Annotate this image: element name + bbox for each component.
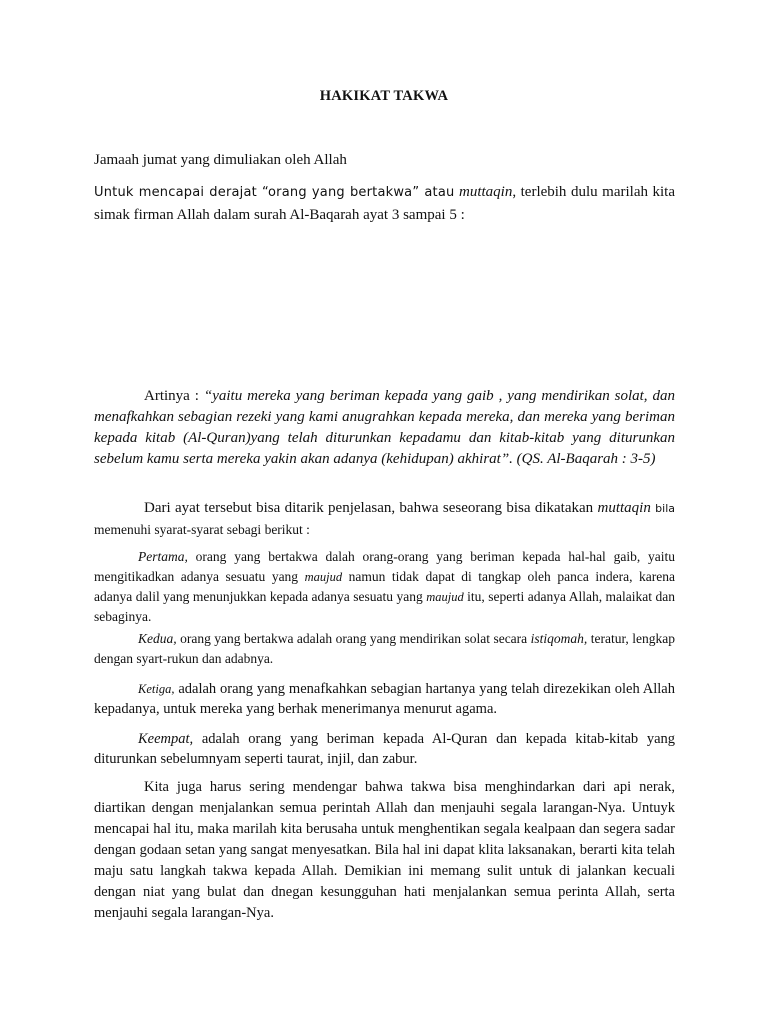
point-first-label: Pertama, (138, 549, 188, 564)
point-first-text-a: orang yang bertakwa dalah orang-orang yang beriman kepada hal-hal gaib, yaitu mengitikadkan adanya sesuatu yang (94, 549, 675, 584)
point-first-text-b: namun tidak dapat di tangkap oleh panca indera, karena adanya dalil yang menunjukkan kepada adanya sesuatu yang (94, 569, 675, 604)
intro-text-start: Untuk mencapai derajat “orang yang bertakwa” atau (94, 185, 455, 200)
explanation-paragraph (94, 497, 675, 541)
translation-paragraph (94, 386, 675, 470)
document-title: HAKIKAT TAKWA (319, 88, 449, 104)
point-first-text-c: itu, seperti adanya Allah, malaikat dan sebaginya. (94, 589, 675, 624)
point-fourth-text: adalah orang yang beriman kepada Al-Quran dan kepada kitab-kitab yang diturunkan sebelumnyam seperti taurat, injil, dan zabur. (94, 731, 675, 767)
explanation-term: muttaqin (597, 500, 651, 516)
point-fourth-label: Keempat, (138, 731, 194, 747)
point-fourth-paragraph (94, 729, 675, 769)
point-first-term-a: maujud (304, 570, 343, 584)
translation-label: Artinya : (144, 388, 204, 404)
point-second-paragraph (94, 629, 675, 669)
point-second-term: istiqomah, (530, 631, 588, 646)
point-first-term-b: maujud (426, 590, 464, 604)
point-second-text-b: teratur, lengkap dengan syart-rukun dan adabnya. (94, 631, 676, 666)
point-third-paragraph (94, 679, 675, 719)
explanation-text-start: Dari ayat tersebut bisa ditarik penjelasan, bahwa seseorang bisa dikatakan (144, 500, 594, 516)
point-third-text: adalah orang yang menafkahkan sebagian hartanya yang telah direzekikan oleh Allah kepadanya, untuk mereka yang berhak menerimanya menurut agama. (94, 681, 675, 717)
greeting-paragraph: Jamaah jumat yang dimuliakan oleh Allah (94, 152, 347, 168)
intro-text-end: , terlebih dulu marilah kita simak firman Allah dalam surah Al-Baqarah ayat 3 sampai 5 : (94, 184, 675, 223)
point-third-label: Ketiga, (138, 682, 175, 696)
point-first-paragraph (94, 547, 675, 627)
point-second-label: Kedua, (138, 631, 177, 646)
translation-quote: “yaitu mereka yang beriman kepada yang gaib , yang mendirikan solat, dan menafkahkan sebagian rezeki yang kami anugrahkan kepada mereka, dan mereka yang beriman kepada kitab (Al-Quran)yang telah diturunkan kepadamu dan kitab-kitab yang diturunkan sebelum kamu serta mereka yakin akan adanya (kehidupan) akhirat”. (QS. Al-Baqarah : 3-5) (94, 388, 675, 467)
explanation-text-end: memenuhi syarat-syarat sebagi berikut : (94, 522, 310, 537)
explanation-bila: bila (655, 502, 675, 515)
intro-term: muttaqin (459, 184, 513, 200)
intro-paragraph (94, 181, 675, 226)
point-second-text-a: orang yang bertakwa adalah orang yang mendirikan solat secara (176, 631, 531, 646)
closing-paragraph: Kita juga harus sering mendengar bahwa takwa bisa menghindarkan dari api nerak, diartikan dengan menjalankan semua perintah Allah dan menjauhi segala larangan-Nya. Untuyk mencapai hal itu, maka marilah kita berusaha untuk menghentikan segala kealpaan dan segera sadar dengan godaan setan yang sangat menyesatkan. Bila hal ini dapat klita laksanakan, berarti kita telah maju satu langkah takwa kepada Allah. Demikian ini memang sulit untuk di jalankan kecuali dengan niat yang bulat dan dnegan kesungguhan hati menjalankan semua perinta Allah, serta menjauhi segala larangan-Nya. (94, 779, 675, 921)
